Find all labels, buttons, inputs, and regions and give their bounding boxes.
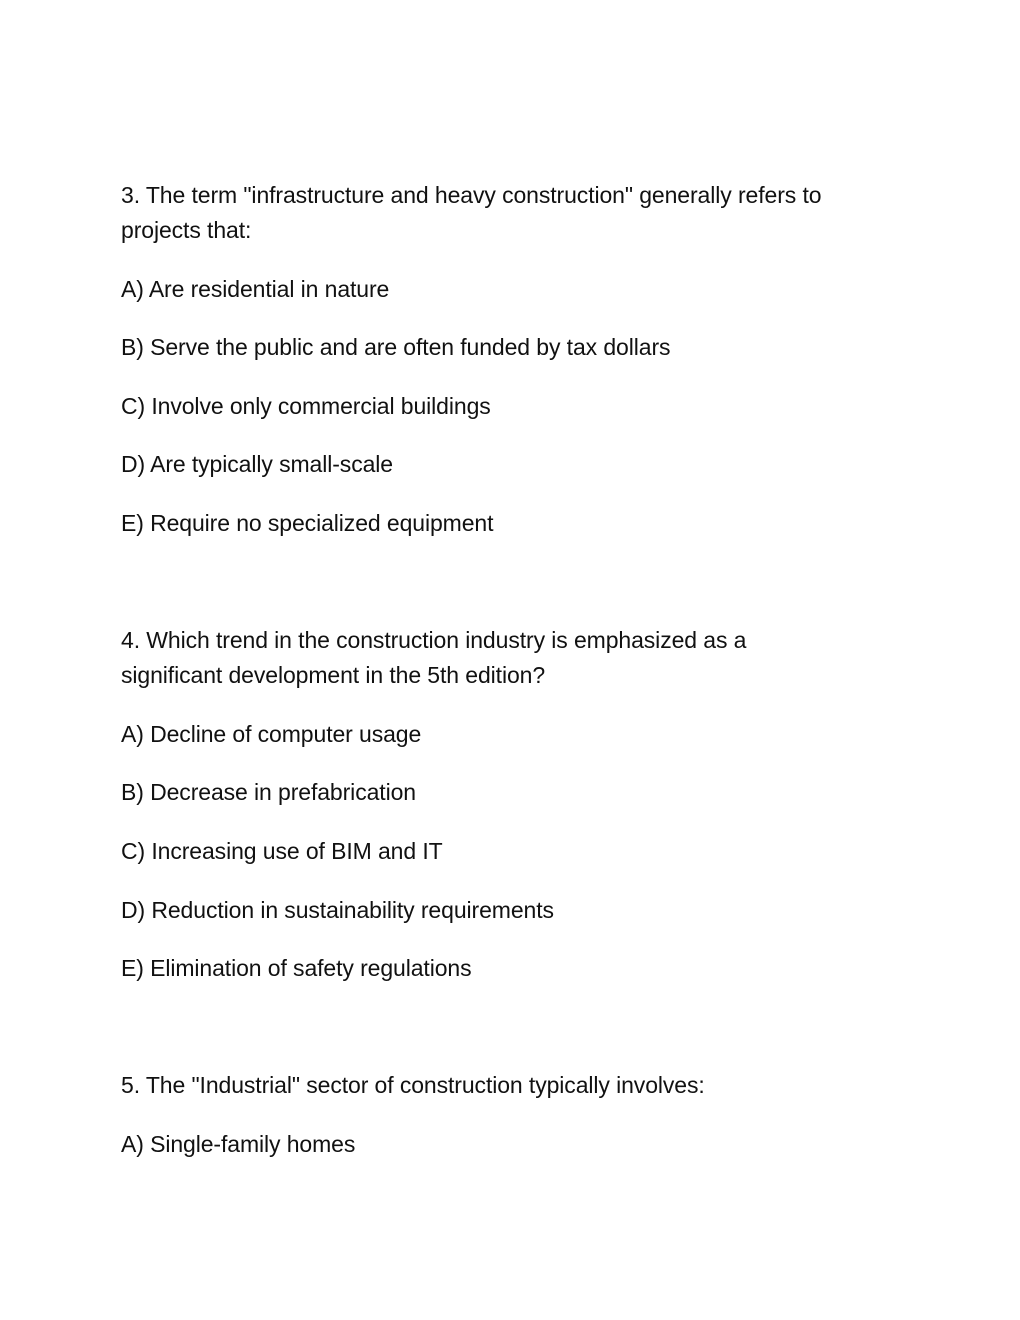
question-4-option-d: D) Reduction in sustainability requirements: [121, 897, 554, 923]
question-3-option-d: D) Are typically small-scale: [121, 451, 393, 477]
question-3-option-c: C) Involve only commercial buildings: [121, 393, 491, 419]
question-3-stem-line-1: 3. The term "infrastructure and heavy construction" generally refers to: [121, 182, 822, 208]
question-5-stem-line-1: 5. The "Industrial" sector of construction typically involves:: [121, 1072, 705, 1098]
question-5-option-a: A) Single-family homes: [121, 1131, 356, 1157]
question-3-stem-line-2: projects that:: [121, 217, 252, 243]
question-4-option-b: B) Decrease in prefabrication: [121, 779, 416, 805]
question-3-option-e: E) Require no specialized equipment: [121, 510, 494, 536]
question-4-option-e: E) Elimination of safety regulations: [121, 955, 472, 981]
question-3-option-a: A) Are residential in nature: [121, 276, 390, 302]
question-3-option-b: B) Serve the public and are often funded by tax dollars: [121, 334, 671, 360]
question-4-stem-line-1: 4. Which trend in the construction industry is emphasized as a: [121, 627, 747, 653]
question-4-option-c: C) Increasing use of BIM and IT: [121, 838, 443, 864]
question-4-option-a: A) Decline of computer usage: [121, 721, 422, 747]
question-4-stem-line-2: significant development in the 5th edition?: [121, 662, 546, 688]
